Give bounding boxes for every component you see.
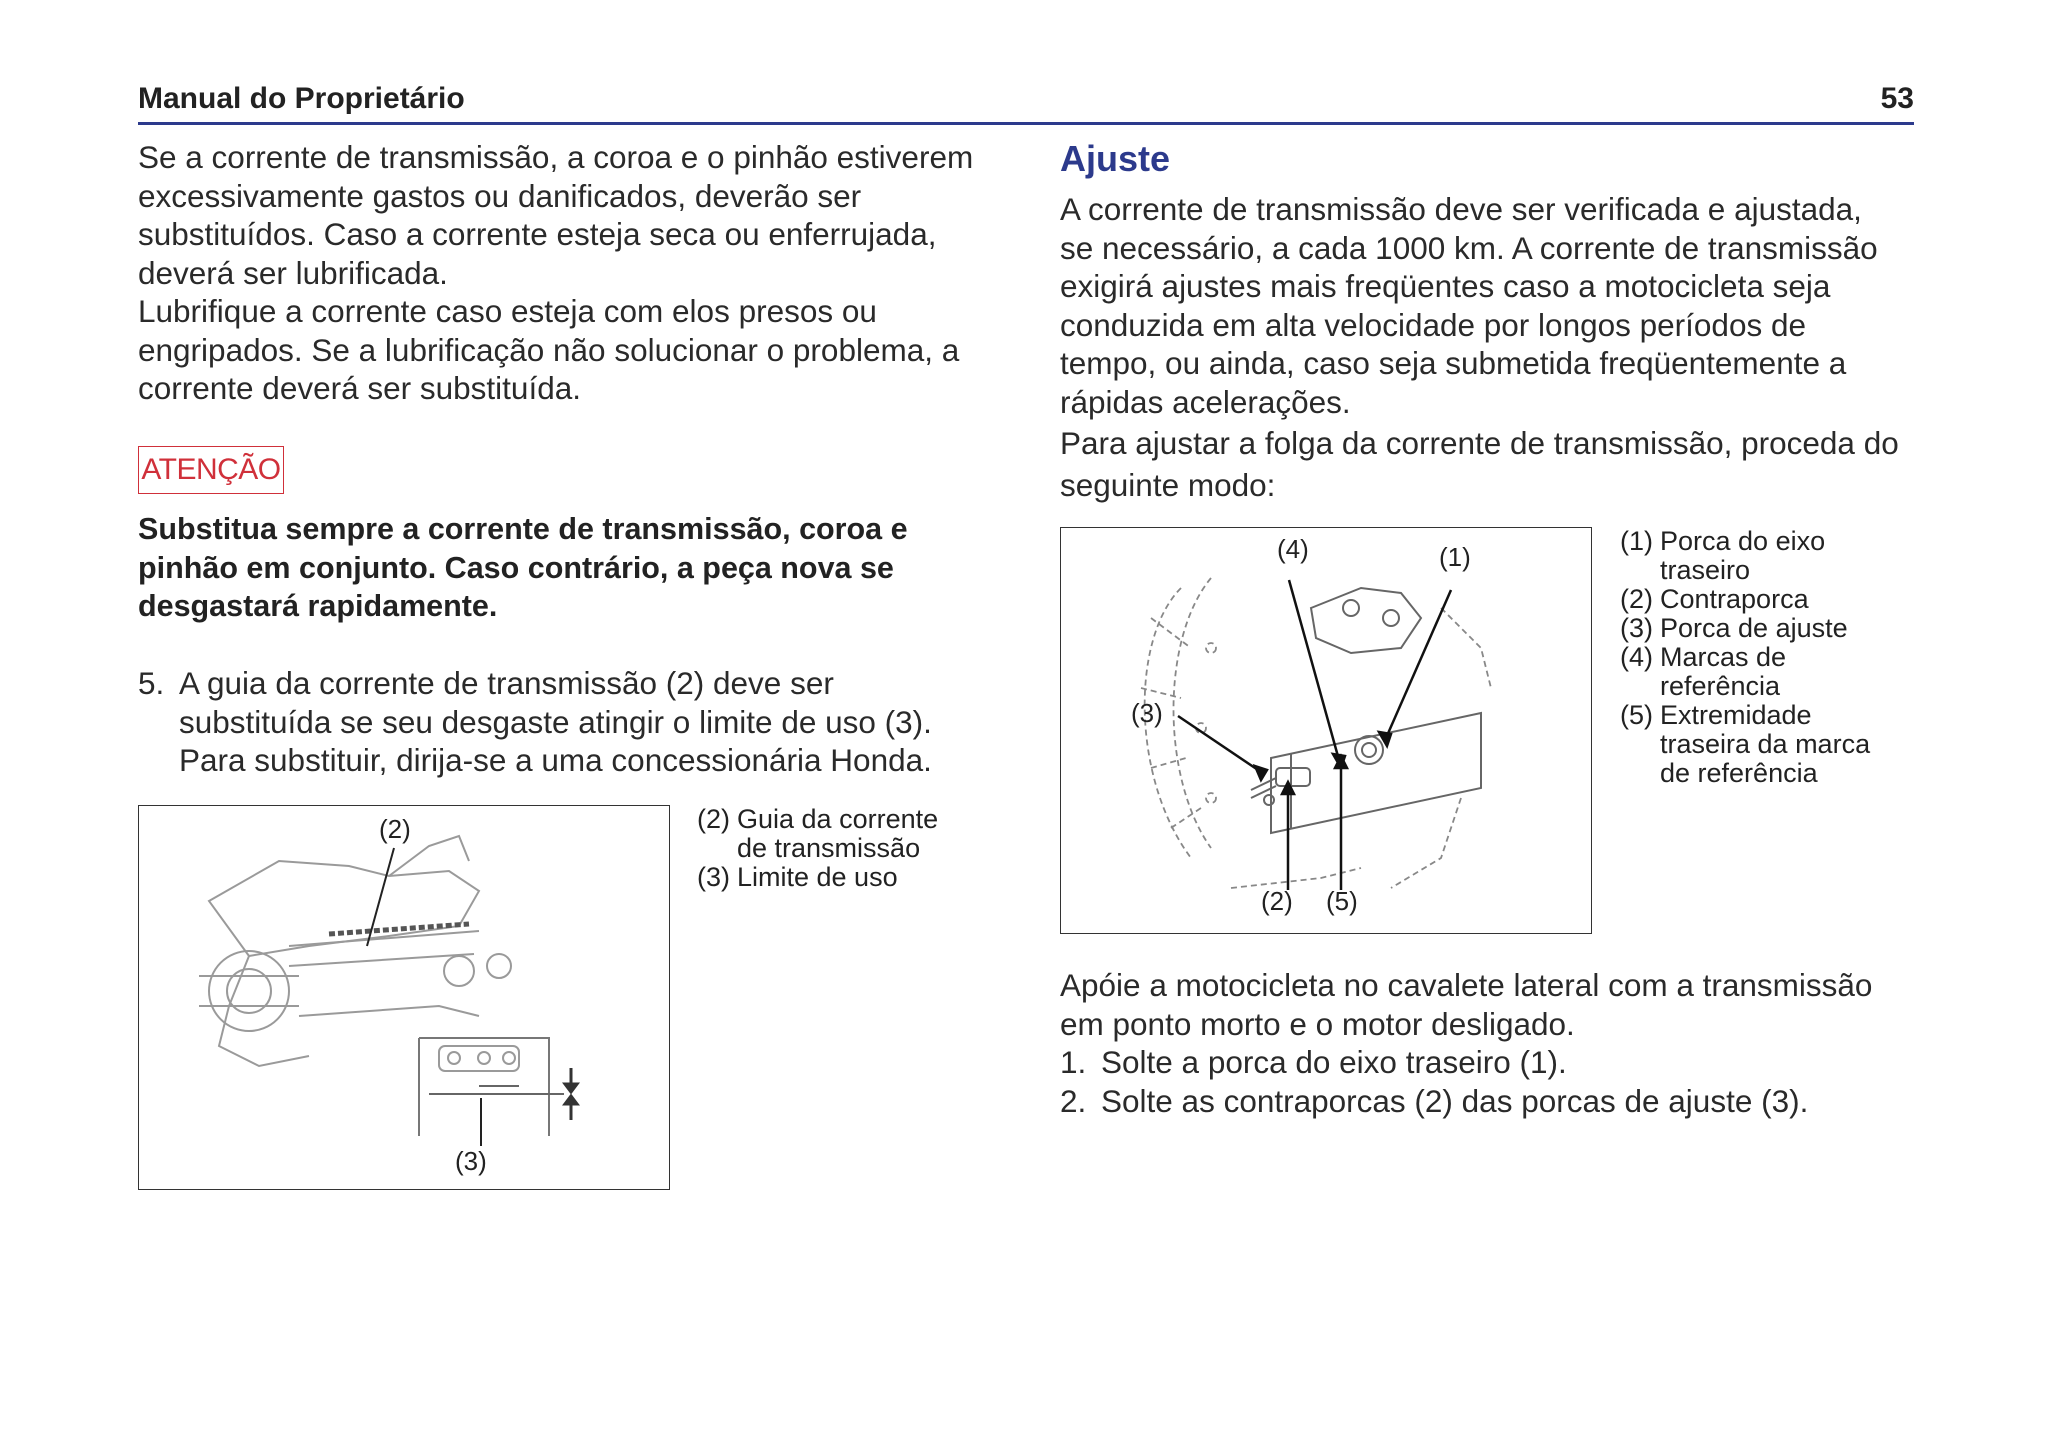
text-line: se necessário, a cada 1000 km. A corrente de transmissão [1060, 229, 1878, 266]
legend-key: (1) [1620, 526, 1653, 556]
figure-label-3: (3) [455, 1146, 487, 1176]
text-line: Se a corrente de transmissão, a coroa e o pinhão estiverem [138, 139, 974, 175]
figure-label-3: (3) [1131, 698, 1163, 728]
text-line: deverá ser lubrificada. [138, 254, 448, 291]
right-figure-legend [1620, 527, 1920, 788]
text-line: Apóie a motocicleta no cavalete lateral com a transmissão [1060, 967, 1873, 1003]
step-text [179, 664, 932, 780]
legend-item [1620, 730, 1920, 759]
left-column [138, 138, 1008, 408]
text-line: corrente deverá ser substituída. [138, 370, 581, 406]
text-line: em ponto morto e o motor desligado. [1060, 1005, 1575, 1042]
legend-text: Marcas de [1660, 642, 1787, 672]
step-number: 1. [1060, 1044, 1087, 1080]
text-line: pinhão em conjunto. Caso contrário, a peça nova se [138, 550, 894, 585]
text-line: substituída se seu desgaste atingir o limite de uso (3). [179, 703, 932, 740]
step-5 [138, 664, 1008, 784]
text-line: A corrente de transmissão deve ser verificada e ajustada, [1060, 191, 1862, 227]
legend-item [697, 805, 997, 834]
legend-key: (3) [697, 862, 730, 892]
legend-item [697, 863, 997, 892]
page-number: 53 [1880, 82, 1914, 115]
warning-label: ATENÇÃO [138, 446, 284, 494]
legend-item [1620, 672, 1920, 701]
legend-item [1620, 701, 1920, 730]
legend-text: traseiro [1660, 555, 1751, 585]
legend-item [1620, 556, 1920, 585]
intro-paragraph [138, 138, 1008, 408]
text-line: excessivamente gastos ou danificados, deverão ser [138, 177, 862, 214]
text-line: Para substituir, dirija-se a uma concessionária Honda. [179, 742, 932, 778]
legend-item [1620, 527, 1920, 556]
figure-label-2: (2) [379, 814, 411, 844]
text-line: substituídos. Caso a corrente esteja seca ou enferrujada, [138, 216, 937, 252]
page-header [138, 76, 1914, 125]
figure-label-2: (2) [1261, 886, 1293, 916]
step-number: 2. [1060, 1083, 1087, 1119]
legend-item [1620, 585, 1920, 614]
step-text: Solte a porca do eixo traseiro (1). [1101, 1044, 1567, 1080]
legend-text: de referência [1660, 758, 1818, 788]
step-2 [1060, 1082, 1940, 1121]
legend-text: Limite de uso [737, 862, 898, 892]
legend-item [1620, 614, 1920, 643]
support-paragraph [1060, 966, 1940, 1043]
text-line: Substitua sempre a corrente de transmissão, coroa e [138, 512, 908, 546]
left-figure-legend [697, 805, 997, 892]
legend-key: (3) [1620, 613, 1653, 643]
text-line: exigirá ajustes mais freqüentes caso a motocicleta seja [1060, 268, 1831, 304]
legend-text: referência [1660, 671, 1781, 701]
step-text: Solte as contraporcas (2) das porcas de ajuste (3). [1101, 1083, 1809, 1119]
step-1 [1060, 1043, 1940, 1082]
legend-key: (2) [697, 804, 730, 834]
legend-text: Porca do eixo [1660, 526, 1826, 556]
figure-label-5: (5) [1326, 886, 1358, 916]
figure-label-4: (4) [1277, 534, 1309, 564]
legend-item [1620, 759, 1920, 788]
text-line: A guia da corrente de transmissão (2) deve ser [179, 665, 834, 701]
legend-key: (5) [1620, 700, 1653, 730]
chain-adjuster-illustration [1061, 528, 1590, 932]
text-line: rápidas acelerações. [1060, 383, 1351, 420]
adjust-paragraph [1060, 190, 1940, 504]
text-line: Lubrifique a corrente caso esteja com elos presos ou [138, 293, 877, 329]
text-line: engripados. Se a lubrificação não solucionar o problema, a [138, 331, 960, 368]
legend-text: de transmissão [737, 833, 921, 863]
page-title: Manual do Proprietário [138, 82, 465, 115]
text-line: tempo, ou ainda, caso seja submetida freqüentemente a [1060, 345, 1847, 381]
legend-text: Guia da corrente [737, 804, 939, 834]
legend-item [1620, 643, 1920, 672]
figure-label-1: (1) [1439, 542, 1471, 572]
warning-text [138, 510, 998, 626]
legend-key: (2) [1620, 584, 1653, 614]
chain-guide-illustration [139, 806, 668, 1188]
text-line: desgastará rapidamente. [138, 589, 498, 623]
section-heading: Ajuste [1060, 138, 1171, 179]
legend-text: traseira da marca [1660, 729, 1871, 759]
text-line: conduzida em alta velocidade por longos períodos de [1060, 306, 1807, 343]
legend-text: Contraporca [1660, 584, 1809, 614]
step-number: 5. [138, 665, 165, 701]
legend-item [697, 834, 997, 863]
text-line: Para ajustar a folga da corrente de transmissão, proceda do [1060, 425, 1899, 461]
chain-adjust-figure [1060, 527, 1592, 934]
chain-guide-figure [138, 805, 670, 1190]
text-line: seguinte modo: [1060, 466, 1276, 503]
legend-key: (4) [1620, 642, 1653, 672]
legend-text: Porca de ajuste [1660, 613, 1848, 643]
legend-text: Extremidade [1660, 700, 1812, 730]
